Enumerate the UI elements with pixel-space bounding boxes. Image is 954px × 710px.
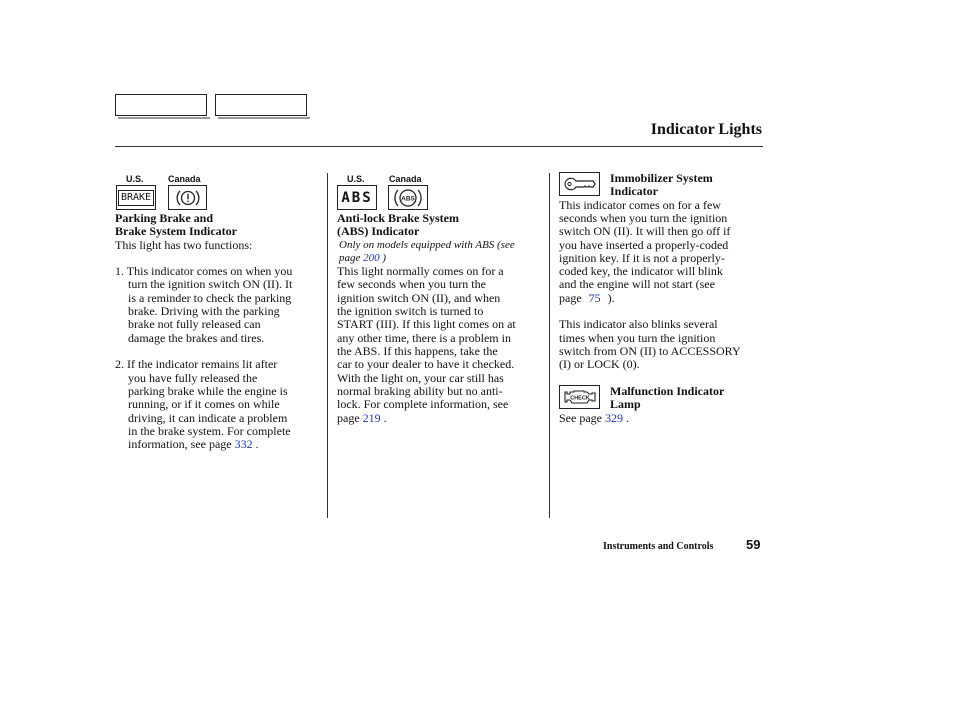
abs-heading-2: (ABS) Indicator bbox=[337, 224, 420, 238]
mil-suffix: . bbox=[622, 411, 629, 425]
imm-last-suffix: ). bbox=[604, 291, 615, 305]
immobilizer-heading-2: Indicator bbox=[610, 184, 658, 198]
abs-body-line-2: few seconds when you turn the bbox=[337, 277, 486, 291]
item1-line-4: brake. Driving with the parking bbox=[128, 304, 280, 318]
footer-section: Instruments and Controls bbox=[603, 541, 714, 552]
column-divider-2 bbox=[549, 173, 550, 518]
parking-brake-heading-1: Parking Brake and bbox=[115, 211, 214, 225]
imm-body2-line-3: switch from ON (II) to ACCESSORY bbox=[559, 344, 741, 358]
page-title: Indicator Lights bbox=[650, 121, 762, 138]
imm-body-line-6: coded key, the indicator will blink bbox=[559, 264, 723, 278]
brake-icon-text: BRAKE bbox=[118, 190, 154, 206]
mil-body bbox=[559, 412, 629, 425]
abs-heading-1: Anti-lock Brake System bbox=[337, 211, 459, 225]
label-us: U.S. bbox=[126, 174, 144, 184]
abs-last-suffix: . bbox=[380, 411, 387, 425]
abs-body-line-11: lock. For complete information, see bbox=[337, 397, 509, 411]
item2-line-2: you have fully released the bbox=[128, 371, 258, 385]
imm-body-line-4: you have inserted a properly-coded bbox=[559, 238, 729, 252]
imm-last-prefix: page bbox=[559, 291, 585, 305]
item2-line-6: in the brake system. For complete bbox=[128, 424, 291, 438]
imm-body-line-8 bbox=[559, 292, 615, 305]
nav-button-next[interactable] bbox=[215, 94, 307, 116]
abs-body-line-3: ignition switch ON (II), and when bbox=[337, 291, 501, 305]
imm-body2-line-4: (I) or LOCK (0). bbox=[559, 357, 640, 371]
brake-warning-icon bbox=[168, 185, 207, 210]
abs-body-line-8: car to your dealer to have it checked. bbox=[337, 357, 515, 371]
abs-icon bbox=[337, 185, 377, 210]
header-rule bbox=[115, 146, 763, 147]
abs-body-line-7: the ABS. If this happens, take the bbox=[337, 344, 498, 358]
abs-body-line-12 bbox=[337, 412, 387, 425]
immobilizer-heading-1: Immobilizer System bbox=[610, 171, 713, 185]
abs-last-prefix: page bbox=[337, 411, 363, 425]
mil-prefix: See page bbox=[559, 411, 605, 425]
label-canada-abs: Canada bbox=[389, 174, 422, 184]
check-engine-text: CHECK bbox=[569, 395, 590, 402]
nav-button-previous[interactable] bbox=[115, 94, 207, 116]
page-link-332[interactable]: 332 bbox=[234, 437, 253, 451]
abs-icon-text: ABS bbox=[341, 189, 373, 206]
abs-body-line-6: any other time, there is a problem in bbox=[337, 331, 511, 345]
abs-note-prefix: page bbox=[339, 252, 364, 264]
brake-icon bbox=[116, 185, 156, 210]
abs-note-suffix: ) bbox=[379, 252, 387, 264]
imm-body2-line-1: This indicator also blinks several bbox=[559, 317, 718, 331]
imm-body2-line-2: times when you turn the ignition bbox=[559, 331, 716, 345]
abs-body-line-1: This light normally comes on for a bbox=[337, 264, 504, 278]
imm-body-line-1: This indicator comes on for a few bbox=[559, 198, 721, 212]
item2-line-3: parking brake while the engine is bbox=[128, 384, 288, 398]
page-link-219[interactable]: 219 bbox=[362, 411, 381, 425]
key-icon bbox=[559, 172, 600, 196]
page-link-200[interactable]: 200 bbox=[363, 252, 380, 264]
item1-line-5: brake not fully released can bbox=[128, 317, 261, 331]
mil-heading-2: Lamp bbox=[610, 397, 641, 411]
mil-heading-1: Malfunction Indicator bbox=[610, 384, 725, 398]
abs-body-line-5: START (III). If this light comes on at bbox=[337, 317, 516, 331]
abs-body-line-4: the ignition switch is turned to bbox=[337, 304, 484, 318]
abs-warning-icon bbox=[388, 185, 428, 210]
item2-line-5: driving, it can indicate a problem bbox=[128, 411, 288, 425]
item2-last-suffix: . bbox=[252, 437, 259, 451]
parking-brake-intro: This light has two functions: bbox=[115, 238, 253, 252]
item1-line-6: damage the brakes and tires. bbox=[128, 331, 265, 345]
abs-body-line-10: normal braking ability but no anti- bbox=[337, 384, 503, 398]
page-number: 59 bbox=[746, 537, 761, 552]
item1-line-2: turn the ignition switch ON (II). It bbox=[128, 277, 293, 291]
item1-line-1: 1. This indicator comes on when you bbox=[115, 264, 293, 278]
imm-body-line-7: and the engine will not start (see bbox=[559, 277, 715, 291]
parking-brake-heading-2: Brake System Indicator bbox=[115, 224, 237, 238]
item2-line-1: 2. If the indicator remains lit after bbox=[115, 357, 278, 371]
imm-body-line-2: seconds when you turn the ignition bbox=[559, 211, 728, 225]
abs-canada-text: ABS bbox=[401, 195, 415, 202]
item2-line-4: running, or if it comes on while bbox=[128, 397, 280, 411]
imm-body-line-3: switch ON (II). It will then go off if bbox=[559, 224, 731, 238]
check-engine-icon bbox=[559, 385, 600, 409]
item2-line-7 bbox=[128, 438, 259, 451]
page-link-329[interactable]: 329 bbox=[604, 411, 623, 425]
imm-body-line-5: ignition key. If it is not a properly- bbox=[559, 251, 725, 265]
column-divider-1 bbox=[327, 173, 328, 518]
abs-body-line-9: With the light on, your car still has bbox=[337, 371, 504, 385]
item1-line-3: is a reminder to check the parking bbox=[128, 291, 292, 305]
abs-note-line-1: Only on models equipped with ABS (see bbox=[339, 239, 515, 251]
item2-last-text: information, see page bbox=[128, 437, 235, 451]
label-canada: Canada bbox=[168, 174, 201, 184]
label-us-abs: U.S. bbox=[347, 174, 365, 184]
page-link-75[interactable]: 75 bbox=[588, 291, 601, 305]
